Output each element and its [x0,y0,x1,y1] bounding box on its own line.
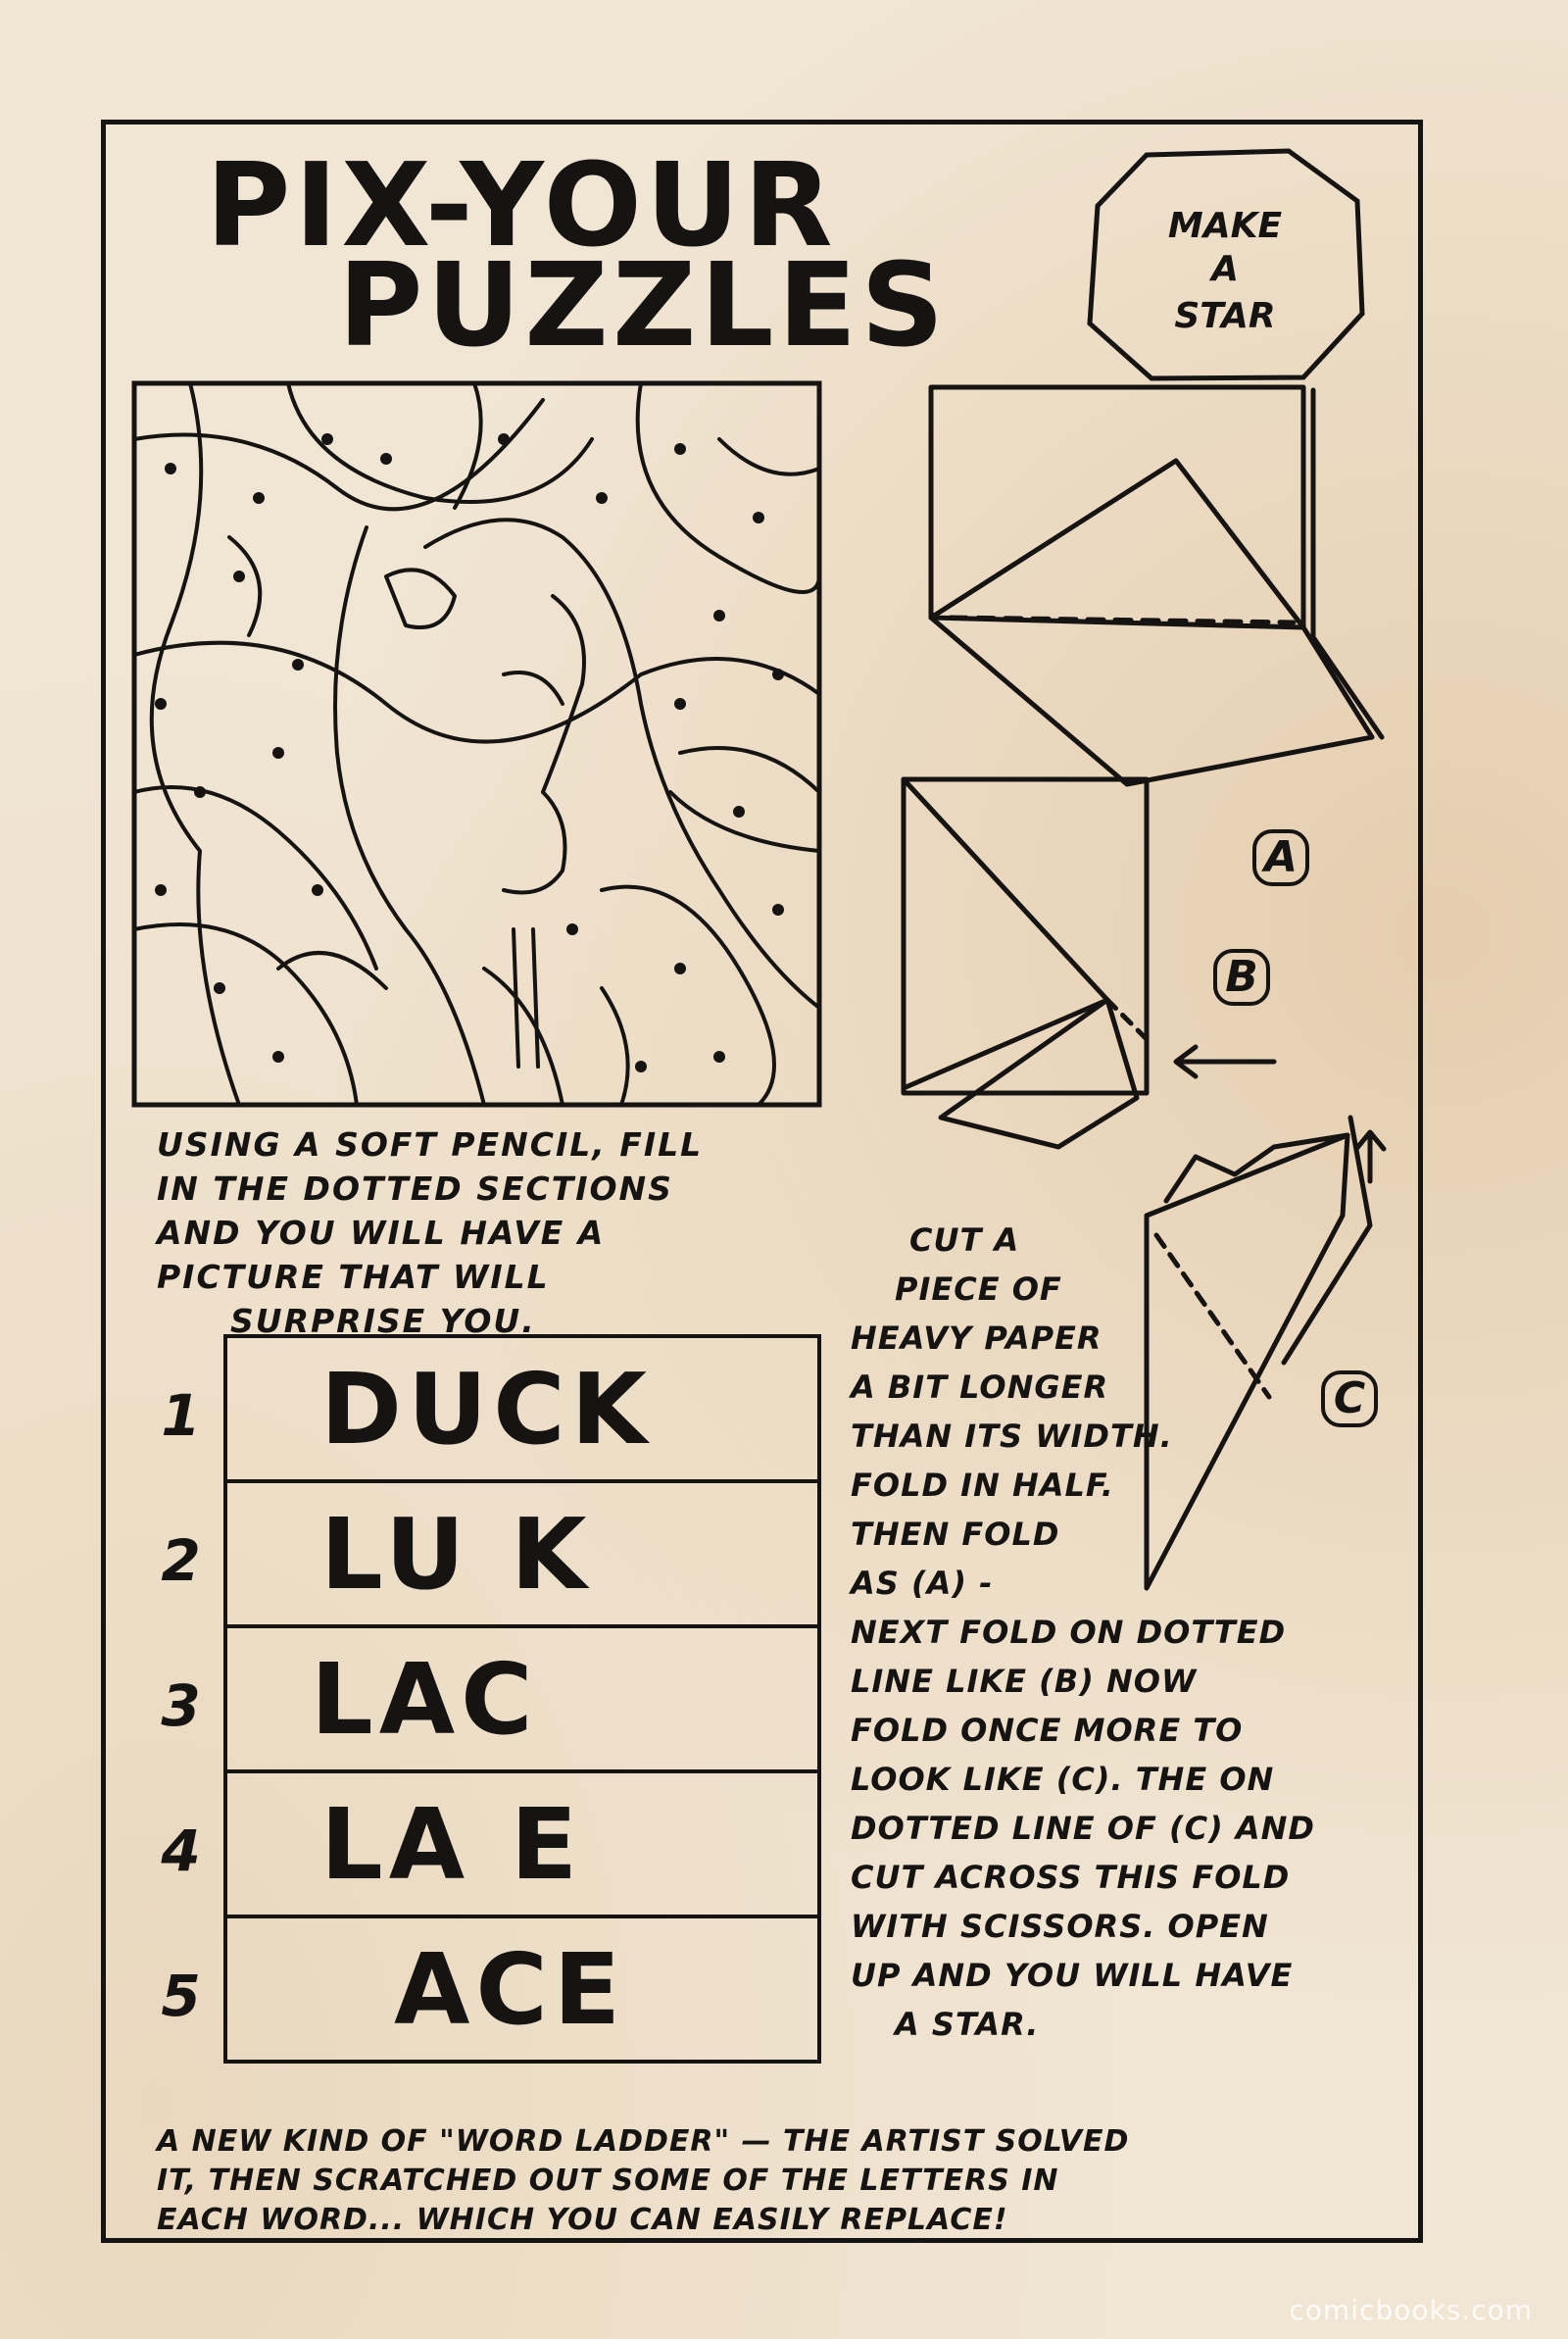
star-instructions-line: UP AND YOU WILL HAVE [851,1957,1294,1994]
star-instructions-line: A BIT LONGER [851,1369,1109,1406]
rung-word: DUCK [320,1352,654,1467]
caption-line: IT, THEN SCRATCHED OUT SOME OF THE LETTERS IN [157,2164,1059,2198]
ladder-rung [161,1624,821,1773]
word-ladder-caption [157,2122,1129,2240]
badge-text-a: A [1211,249,1239,289]
star-instructions-line: HEAVY PAPER [851,1319,1102,1357]
rung-number: 2 [161,1527,201,1594]
rung-word: ACE [394,1932,627,2047]
fold-step-b-sheet [904,779,1147,1093]
page-title-line-2: PUZZLES [338,237,949,373]
rung-number: 4 [161,1817,201,1884]
page-title-line-1: PIX-YOUR [206,137,837,273]
ladder-rung [161,1769,821,1918]
ladder-rung [161,1479,821,1628]
ladder-rung [161,1334,821,1483]
rung-number: 3 [161,1672,201,1739]
dotted-mosaic-puzzle [131,380,822,1108]
badge-text-star: STAR [1174,296,1276,336]
star-instructions-line: THEN FOLD [851,1516,1060,1553]
rung-word: LU K [320,1497,593,1612]
fold-step-letter: C [1333,1373,1366,1423]
watermark: comicbooks.com [1289,2294,1533,2326]
star-instructions-line: DOTTED LINE OF (C) AND [851,1810,1315,1847]
word-ladder [161,1338,821,2064]
rung-number: 5 [161,1963,201,2029]
rung-word: LA E [320,1787,584,1902]
badge-text-make: MAKE [1167,206,1283,246]
pencil-instructions-line: SURPRISE YOU. [230,1302,536,1340]
star-instructions-line: NEXT FOLD ON DOTTED [851,1614,1287,1651]
fold-step-label-a [1251,832,1310,882]
ladder-rung [161,1915,821,2064]
star-instructions-line: PIECE OF [895,1270,1062,1308]
star-instructions-line: A STAR. [895,2006,1040,2043]
pencil-instructions-line: PICTURE THAT WILL [157,1258,550,1296]
pencil-instructions [157,1122,703,1343]
fold-step-letter: B [1225,952,1258,1002]
fold-step-label-c [1320,1373,1379,1423]
fold-step-letter: A [1263,832,1298,882]
star-instructions-line: LOOK LIKE (C). THE ON [851,1761,1275,1798]
pencil-instructions-line: IN THE DOTTED SECTIONS [157,1170,673,1208]
fold-step-a-sheet [931,387,1303,627]
star-instructions-line: WITH SCISSORS. OPEN [851,1908,1269,1945]
star-instructions-line: FOLD ONCE MORE TO [851,1712,1244,1749]
rung-word: LAC [311,1642,539,1757]
caption-line: A NEW KIND OF "WORD LADDER" — THE ARTIST SOLVED [157,2124,1130,2159]
star-instructions-line: THAN ITS WIDTH. [851,1418,1173,1455]
star-instructions-line: FOLD IN HALF. [851,1467,1114,1504]
caption-line: EACH WORD... WHICH YOU CAN EASILY REPLACE! [157,2203,1008,2237]
pencil-instructions-line: AND YOU WILL HAVE A [157,1214,606,1252]
star-instructions-line: CUT ACROSS THIS FOLD [851,1859,1291,1896]
star-instructions [851,1216,1315,2049]
pencil-instructions-line: USING A SOFT PENCIL, FILL [157,1125,704,1164]
rung-number: 1 [161,1382,201,1449]
star-instructions-line: AS (A) - [851,1565,994,1602]
fold-step-label-b [1212,952,1271,1002]
star-instructions-line: LINE LIKE (B) NOW [851,1663,1198,1700]
star-instructions-line: CUT A [909,1221,1020,1259]
